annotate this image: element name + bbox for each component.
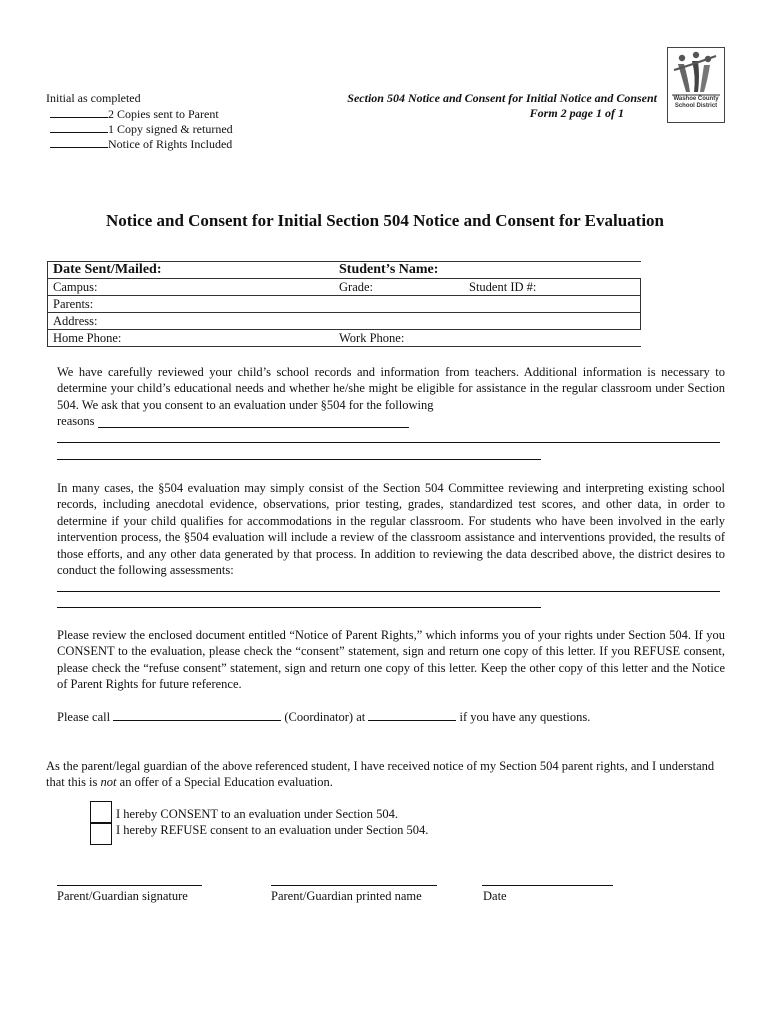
checklist-item: Notice of Rights Included bbox=[50, 136, 232, 152]
table-row bbox=[48, 313, 641, 330]
checklist-blank[interactable] bbox=[50, 121, 108, 133]
district-logo bbox=[667, 47, 725, 123]
call-line: Please call (Coordinator) at if you have any questions. bbox=[57, 710, 591, 724]
reasons-line[interactable] bbox=[98, 427, 409, 428]
page-title: Notice and Consent for Initial Section 504 Notice and Consent for Evaluation bbox=[105, 211, 665, 230]
coordinator-name-blank[interactable] bbox=[113, 709, 281, 721]
students-name-field[interactable]: Student’s Name: bbox=[334, 262, 641, 279]
parents-field[interactable]: Parents: bbox=[48, 296, 641, 313]
paragraph-evaluation: In many cases, the §504 evaluation may simply consist of the Section 504 Committee reviewing and interpreting existing school records, including anecdotal evidence, observations, prior testing, grades, standardized test scores, and other data, in order to determine if your child qualifies for accommodations in the regular classroom. For students who have been involved in the early intervention process, the §504 evaluation will include a review of the classroom assistance and interventions provided, the results of those efforts, and any other data generated by that process. In addition to reviewing the data described above, the district desires to conduct the following assessments: bbox=[57, 481, 725, 578]
date-sent-field[interactable]: Date Sent/Mailed: bbox=[48, 262, 335, 279]
table-row bbox=[48, 330, 641, 347]
assessments-line[interactable] bbox=[57, 607, 541, 608]
table-row bbox=[48, 279, 641, 296]
table-row bbox=[48, 296, 641, 313]
date-line[interactable] bbox=[482, 885, 613, 886]
printed-name-line[interactable] bbox=[271, 885, 437, 886]
initial-label: Initial as completed bbox=[46, 91, 141, 105]
phone-blank[interactable] bbox=[368, 709, 456, 721]
district-logo-icon bbox=[668, 48, 724, 122]
paragraph-rights: Please review the enclosed document entitled “Notice of Parent Rights,” which informs you of your rights under Section 504. If you CONSENT to the evaluation, please check the “consent” statement, sign and return one copy of this letter. If you REFUSE consent, please check the “refuse consent” statement, sign and return one copy of this letter. Keep the other copy of this letter and the Notice of Parent Rights for future reference. bbox=[57, 628, 725, 692]
signature-label: Parent/Guardian signature bbox=[57, 889, 188, 903]
work-phone-field[interactable]: Work Phone: bbox=[334, 330, 641, 347]
campus-field[interactable]: Campus: bbox=[48, 279, 335, 296]
section-line1: Section 504 Notice and Consent for Initial Notice and Consent bbox=[347, 91, 657, 105]
table-row bbox=[48, 262, 641, 279]
reasons-label: reasons bbox=[57, 414, 95, 428]
checklist-item: 2 Copies sent to Parent bbox=[50, 106, 219, 122]
paragraph-reasons: We have carefully reviewed your child’s school records and information from teachers. Additional information is necessary to determine your child’s educational needs and whether he/she might be eligible for assistance in the regular classroom under Section 504. We ask that you consent to an evaluation under §504 for the following bbox=[57, 365, 725, 412]
reasons-line[interactable] bbox=[57, 442, 720, 443]
reasons-line[interactable] bbox=[57, 459, 541, 460]
section-line2: Form 2 page 1 of 1 bbox=[529, 106, 624, 120]
home-phone-field[interactable]: Home Phone: bbox=[48, 330, 335, 347]
student-id-field[interactable]: Student ID #: bbox=[464, 279, 641, 296]
printed-name-label: Parent/Guardian printed name bbox=[271, 889, 422, 903]
refuse-checkbox[interactable] bbox=[90, 823, 112, 845]
grade-field[interactable]: Grade: bbox=[334, 279, 464, 296]
signature-line[interactable] bbox=[57, 885, 202, 886]
logo-text-1: Washoe County bbox=[673, 96, 719, 102]
checklist-item: 1 Copy signed & returned bbox=[50, 121, 233, 137]
assessments-line[interactable] bbox=[57, 591, 720, 592]
checklist-blank[interactable] bbox=[50, 136, 108, 148]
acknowledgement: As the parent/legal guardian of the above referenced student, I have received notice of my Section 504 parent rights, and I understand that this is not an offer of a Special Education evaluation. bbox=[46, 759, 715, 790]
logo-text-2: School District bbox=[674, 103, 718, 109]
student-info-table bbox=[47, 261, 641, 347]
checklist-blank[interactable] bbox=[50, 106, 108, 118]
address-field[interactable]: Address: bbox=[48, 313, 641, 330]
refuse-label: I hereby REFUSE consent to an evaluation under Section 504. bbox=[116, 823, 429, 837]
consent-label: I hereby CONSENT to an evaluation under Section 504. bbox=[116, 807, 399, 821]
date-label: Date bbox=[483, 889, 507, 903]
consent-checkbox[interactable] bbox=[90, 801, 112, 823]
